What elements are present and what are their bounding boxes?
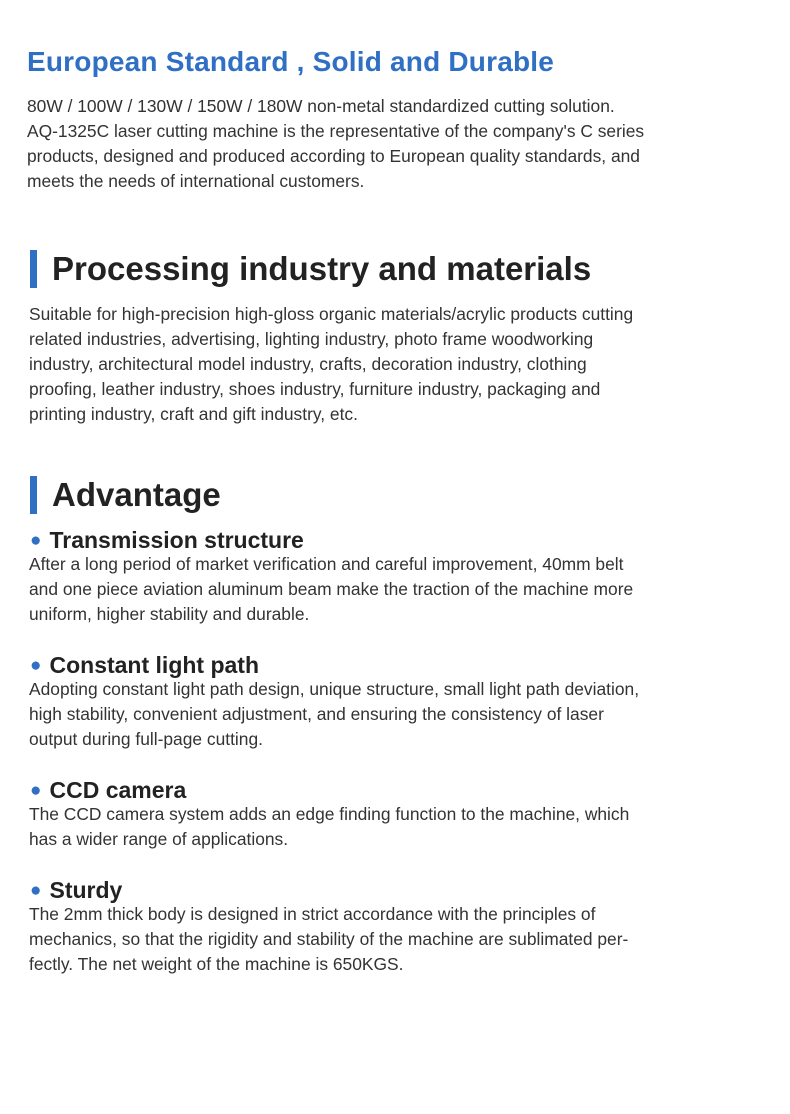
advantage-item-title (30, 527, 304, 554)
section-accent-bar (30, 476, 37, 514)
advantage-item-text: The 2mm thick body is designed in strict accordance with the principles of mechanics, so that the rigidity and stability of the machine are sublimated per- fectly. The net weight of the machine is 650KGS. (29, 904, 629, 974)
section-heading-processing (30, 250, 591, 288)
advantage-item-text: Adopting constant light path design, unique structure, small light path deviation, high stability, convenient adjustment, and ensuring the consistency of laser output during full-page cutting. (29, 679, 640, 749)
bullet-dot-icon: ● (30, 654, 42, 676)
advantage-title-text: CCD camera (49, 777, 187, 803)
advantage-item-text: The CCD camera system adds an edge finding function to the machine, which has a wider range of applications. (29, 804, 630, 849)
advantage-item-title (30, 877, 122, 904)
advantage-title-text: Constant light path (49, 652, 260, 678)
processing-paragraph: Suitable for high-precision high-gloss organic materials/acrylic products cutting related industries, advertising, lighting industry, photo frame woodworking industry, architectural model industry, crafts, decoration industry, clothing proofing, leather industry, shoes industry, furniture industry, packaging and printing industry, craft and gift industry, etc. (29, 304, 634, 424)
section-heading-advantage (30, 476, 221, 514)
section-heading-label: Advantage (52, 476, 221, 513)
section-heading-label: Processing industry and materials (52, 250, 592, 287)
advantage-item-text: After a long period of market verification and careful improvement, 40mm belt and one piece aviation aluminum beam make the traction of the machine more uniform, higher stability and durable. (29, 554, 634, 624)
advantage-item-title (30, 652, 259, 679)
intro-title: European Standard , Solid and Durable (27, 46, 555, 77)
advantage-title-text: Transmission structure (49, 527, 304, 553)
advantage-item-title (30, 777, 186, 804)
bullet-dot-icon: ● (30, 779, 42, 801)
intro-paragraph: 80W / 100W / 130W / 150W / 180W non-metal standardized cutting solution. AQ-1325C laser cutting machine is the representative of the company's C series products, designed and produced according to European quality standards, and meets the needs of international customers. (27, 96, 645, 191)
advantage-title-text: Sturdy (49, 877, 123, 903)
bullet-dot-icon: ● (30, 879, 42, 901)
bullet-dot-icon: ● (30, 529, 42, 551)
section-accent-bar (30, 250, 37, 288)
